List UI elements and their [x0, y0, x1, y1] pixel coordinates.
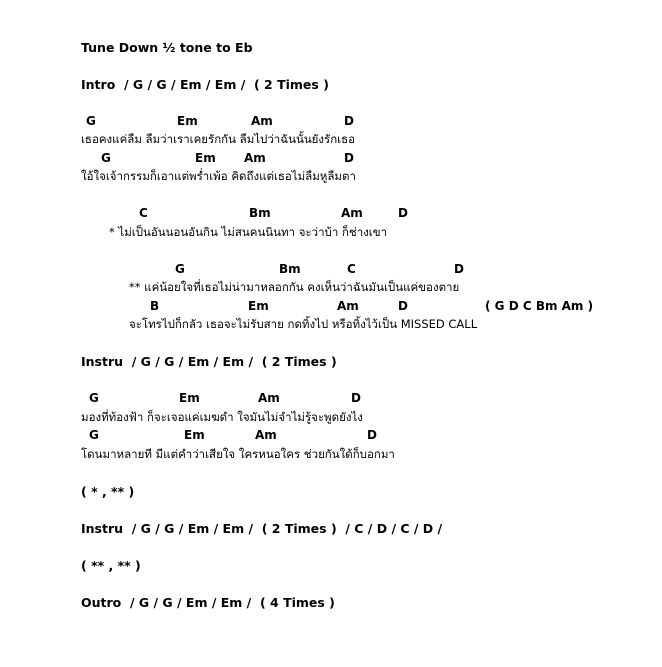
chord: Am: [337, 299, 359, 313]
lyric-line: เธอคงแค่ลืม ลืมว่าเราเคยรักกัน ลืมไปว่าฉันนั้นยังรักเธอ: [81, 132, 356, 146]
lyric-line: ใอ้ใจเจ้ากรรมก็เอาแต่พร่ำเพ้อ คิดถึงแต่เธอไม่ลืมหูลืมตา: [81, 169, 356, 183]
chord: D: [454, 262, 464, 276]
chord: Bm: [279, 262, 301, 276]
chord: B: [150, 299, 160, 313]
chord: D: [351, 391, 361, 405]
chord: Em: [195, 151, 216, 165]
intro-line: Intro / G / G / Em / Em / ( 2 Times ): [81, 77, 329, 92]
lyric-line: ** แค่น้อยใจที่เธอไม่น่ามาหลอกกัน คงเห็นว่าฉันมันเป็นแค่ของตาย: [129, 280, 460, 294]
instrumental-line: Instru / G / G / Em / Em / ( 2 Times ) / C / D / C / D /: [81, 521, 443, 536]
lyric-line: จะโทรไปก็กลัว เธอจะไม่รับสาย กดทิ้งไป หรือทิ้งไว้เป็น MISSED CALL: [129, 317, 478, 331]
lyric-line: โดนมาหลายที มีแต่คำว่าเสียใจ ใครหนอใคร ช่วยกันใด้ก็บอกมา: [81, 447, 395, 461]
chord: D: [398, 299, 408, 313]
chord: Am: [255, 428, 277, 442]
repeat-marker: ( * , ** ): [81, 484, 135, 499]
chord: D: [344, 114, 354, 128]
chord: D: [367, 428, 377, 442]
chord: Em: [177, 114, 198, 128]
chord: Am: [251, 114, 273, 128]
repeat-marker: ( ** , ** ): [81, 558, 141, 573]
chord: Em: [184, 428, 205, 442]
lyric-line: * ไม่เป็นอันนอนอันกิน ไม่สนคนนินทา จะว่าบ้า ก็ช่างเขา: [109, 225, 388, 239]
chord: Am: [258, 391, 280, 405]
instrumental-line: Instru / G / G / Em / Em / ( 2 Times ): [81, 354, 337, 369]
chord: C: [347, 262, 356, 276]
chord: Em: [248, 299, 269, 313]
tuning-line: Tune Down ½ tone to Eb: [81, 40, 253, 55]
chord: Am: [341, 206, 363, 220]
chord: Am: [244, 151, 266, 165]
chord: G: [175, 262, 185, 276]
chord: G: [86, 114, 96, 128]
chord: G: [101, 151, 111, 165]
chord: Em: [179, 391, 200, 405]
lyric-line: มองที่ท้องฟ้า ก็จะเจอแค่เมฆดำ ใจมันไม่จำไม่รู้จะพูดยังไง: [81, 410, 363, 424]
chord: D: [344, 151, 354, 165]
chord-sequence: ( G D C Bm Am ): [485, 299, 594, 313]
chord: C: [139, 206, 148, 220]
chord: Bm: [249, 206, 271, 220]
outro-line: Outro / G / G / Em / Em / ( 4 Times ): [81, 595, 335, 610]
chord: G: [89, 428, 99, 442]
chord: D: [398, 206, 408, 220]
chord: G: [89, 391, 99, 405]
